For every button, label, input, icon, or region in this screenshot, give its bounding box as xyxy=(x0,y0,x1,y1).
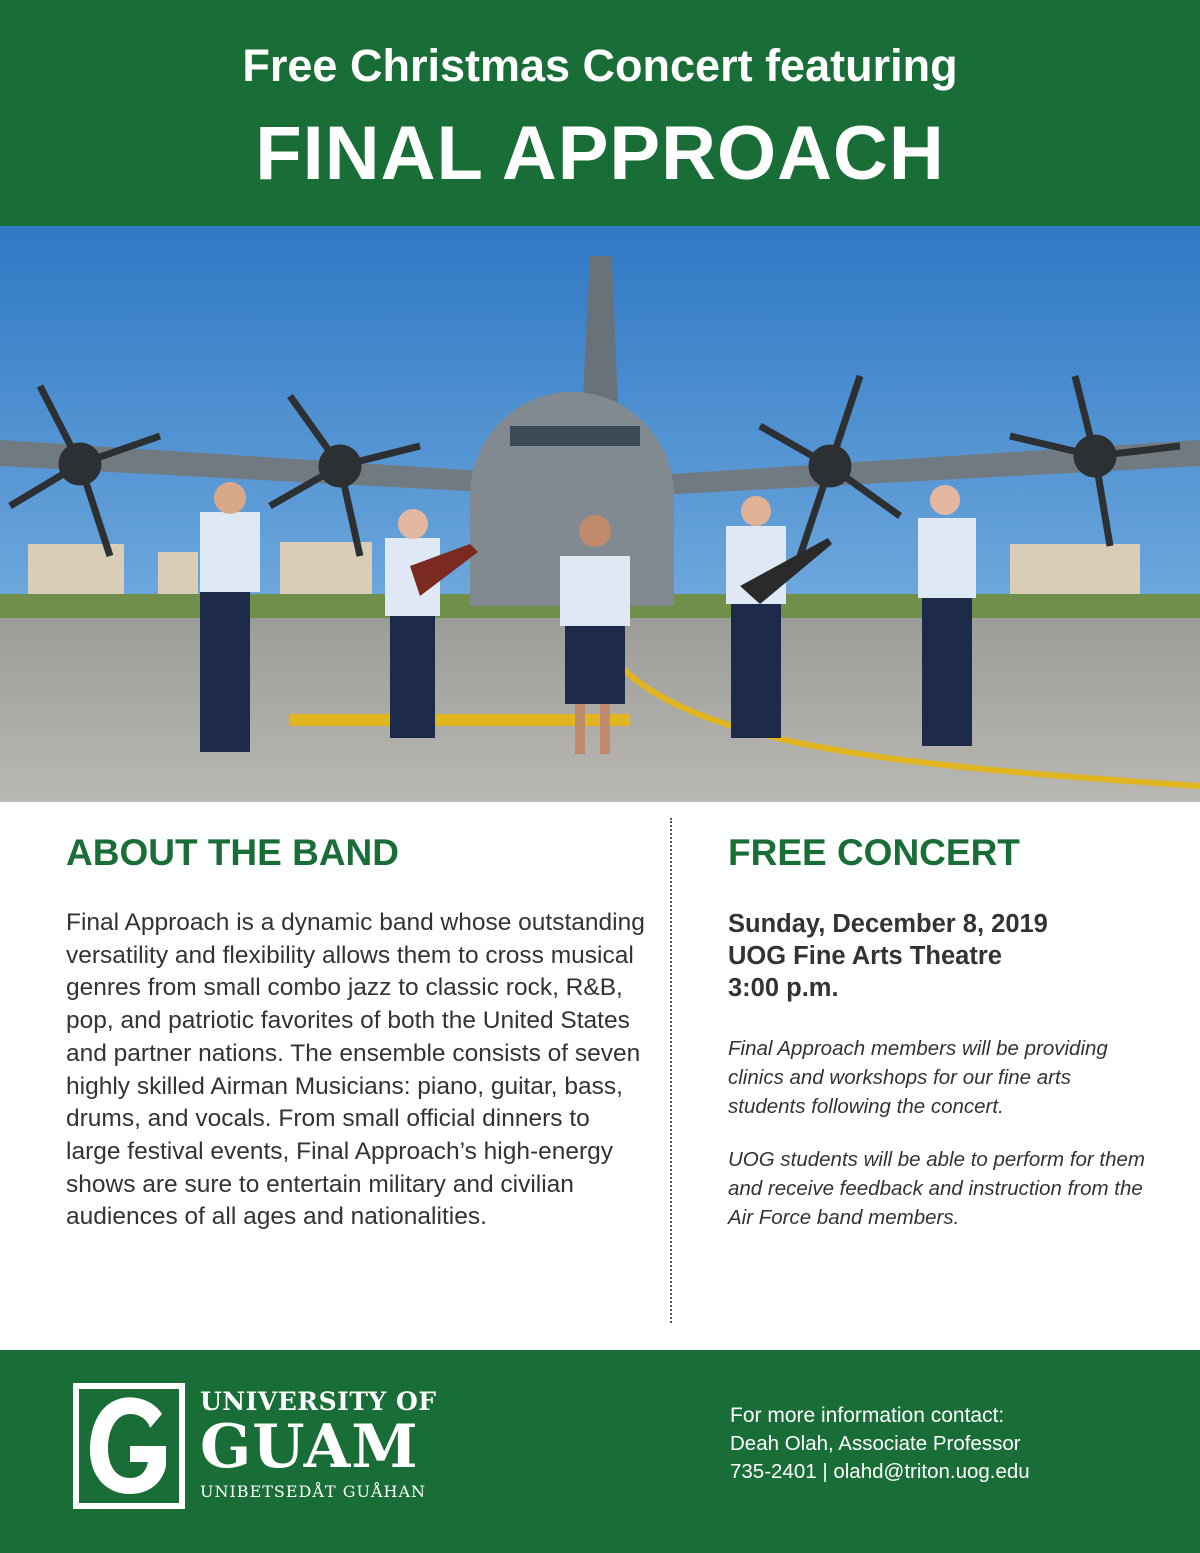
concert-venue: UOG Fine Arts Theatre xyxy=(728,942,1002,970)
concert-note-clinics: Final Approach members will be providing clinics and workshops for our fine arts students following the concert. xyxy=(728,1037,1108,1118)
concert-details xyxy=(728,908,1148,1004)
logo-line-university: UNIVERSITY OF xyxy=(200,1387,437,1416)
contact-block xyxy=(730,1402,1030,1486)
footer-banner xyxy=(0,1350,1200,1553)
logo-line-chamorro: UNIBETSEDÅT GUÅHAN xyxy=(200,1482,427,1501)
dotted-divider xyxy=(670,818,672,1323)
band-with-aircraft-photo xyxy=(0,226,1200,802)
concert-time: 3:00 p.m. xyxy=(728,974,839,1002)
concert-title: FREE CONCERT xyxy=(728,832,1020,873)
about-text: Final Approach is a dynamic band whose outstanding versatility and flexibility allows them to cross musical genres from small combo jazz to classic rock, R&B, pop, and patriotic favorites of both the United States and partner nations. The ensemble consists of seven highly skilled Airman Musicians: piano, guitar, bass, drums, and vocals. From small official dinners to large festival events, Final Approach’s high-energy shows are sure to entertain military and civilian audiences of all ages and nationalities. xyxy=(66,909,645,1231)
header-title: FINAL APPROACH xyxy=(255,111,945,196)
band-photo xyxy=(0,226,1200,802)
header-banner xyxy=(0,0,1200,226)
concert-date: Sunday, December 8, 2019 xyxy=(728,910,1048,938)
concert-section xyxy=(728,832,1148,1232)
header-subtitle: Free Christmas Concert featuring xyxy=(242,40,958,91)
about-section xyxy=(66,832,646,1234)
uog-logo-text xyxy=(200,1388,437,1501)
contact-name: Deah Olah, Associate Professor xyxy=(730,1432,1021,1455)
about-title: ABOUT THE BAND xyxy=(66,832,399,873)
logo-line-guam: GUAM xyxy=(200,1412,419,1482)
contact-heading: For more information contact: xyxy=(730,1404,1005,1427)
uog-g-logo-icon xyxy=(70,1380,188,1512)
concert-note-students: UOG students will be able to perform for them and receive feedback and instruction from the Air Force band members. xyxy=(728,1148,1146,1229)
contact-info[interactable]: 735-2401 | olahd@triton.uog.edu xyxy=(730,1460,1030,1483)
